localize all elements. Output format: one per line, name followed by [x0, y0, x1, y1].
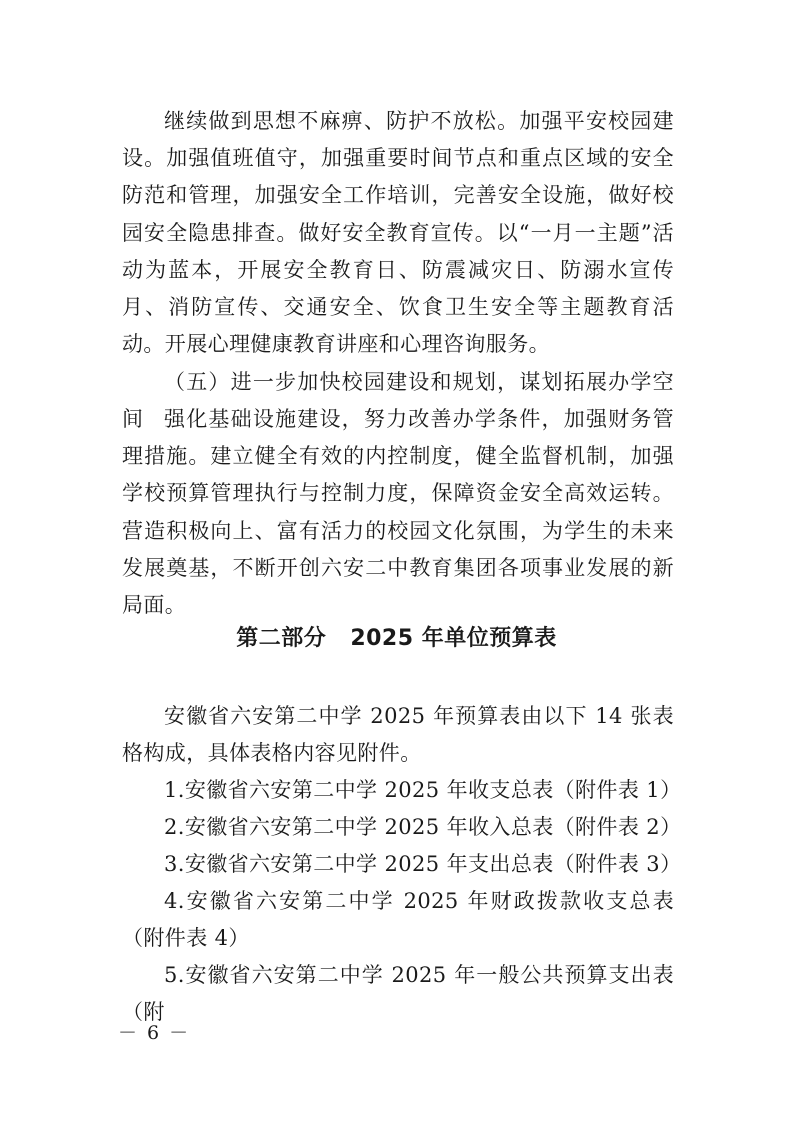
section-heading-part: 第二部分 [236, 626, 327, 651]
list-item-table-1: 1.安徽省六安第二中学 2025 年收支总表（附件表 1） [164, 778, 682, 802]
subsection-heading-campus-construction: （五）进一步加快校园建设和规划，谋划拓展办学空间 [122, 370, 674, 432]
section-heading [0, 621, 793, 652]
list-item-table-4: 4.安徽省六安第二中学 2025 年财政拨款收支总表（附件表 4） [122, 889, 674, 951]
paragraph-infrastructure: 强化基础设施建设，努力改善办学条件，加强财务管理措施。建立健全有效的内控制度，健全监督机制，加强学校预算管理执行与控制力度，保障资金安全高效运转。营造积极向上、富有活力的校园文化氛围，为学生的未来发展奠基，不断开创六安二中教育集团各项事业发展的新局面。 [122, 407, 674, 618]
list-item-table-3: 3.安徽省六安第二中学 2025 年支出总表（附件表 3） [164, 852, 682, 876]
list-item-table-5: 5.安徽省六安第二中学 2025 年一般公共预算支出表（附 [122, 963, 674, 1025]
paragraph-intro: 安徽省六安第二中学 2025 年预算表由以下 14 张表格构成，具体表格内容见附件。 [122, 704, 674, 766]
list-item-table-2: 2.安徽省六安第二中学 2025 年收入总表（附件表 2） [164, 815, 682, 839]
paragraph-safety-education: 继续做到思想不麻痹、防护不放松。加强平安校园建设。加强值班值守，加强重要时间节点和重点区域的安全防范和管理，加强安全工作培训，完善安全设施，做好校园安全隐患排查。做好安全教育宣传。以“一月一主题”活动为蓝本，开展安全教育日、防震减灾日、防溺水宣传月、消防宣传、交通安全、饮食卫生安全等主题教育活动。开展心理健康教育讲座和心理咨询服务。 [122, 109, 674, 357]
page-number: － 6 － [118, 1022, 191, 1044]
section-heading-title: 2025 年单位预算表 [350, 626, 557, 651]
